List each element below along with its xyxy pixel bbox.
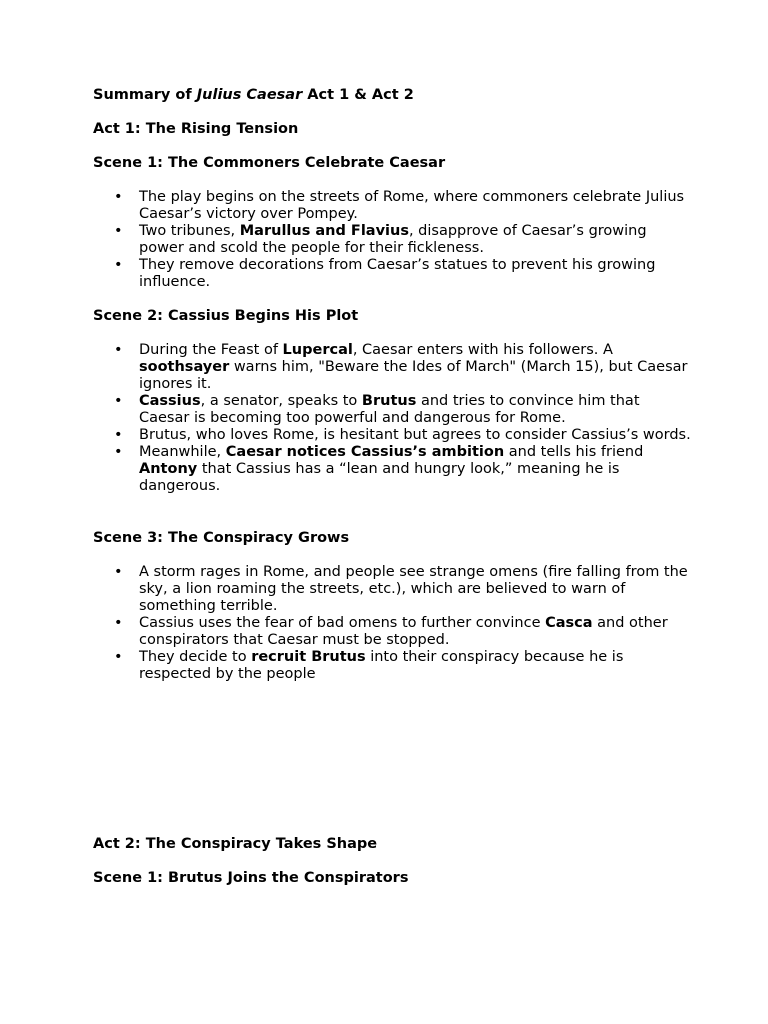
text-run: , a senator, speaks to [200, 393, 362, 409]
text-run: and tells his friend [504, 444, 644, 460]
list-item [93, 223, 693, 257]
list-item [93, 189, 693, 223]
text-run: They remove decorations from Caesar’s statues to prevent his growing influence. [139, 257, 656, 290]
act1-scene1-list [93, 189, 693, 291]
bold-text: Lupercal [282, 342, 353, 358]
act1-heading: Act 1: The Rising Tension [93, 121, 299, 137]
text-run: During the Feast of [139, 342, 283, 358]
bold-text: Brutus [361, 393, 417, 409]
bold-text: Antony [139, 461, 198, 477]
text-run: , Caesar enters with his followers. A [352, 342, 613, 358]
act1-scene3-list [93, 564, 693, 683]
list-item [93, 257, 693, 291]
bold-text: recruit Brutus [251, 649, 366, 665]
text-run: and tries to convince him that Caesar is becoming too powerful and dangerous for Rome. [139, 393, 640, 426]
bold-text: Casca [545, 615, 593, 631]
act1-scene2-heading: Scene 2: Cassius Begins His Plot [93, 308, 359, 324]
text-run: Meanwhile, [139, 444, 226, 460]
text-run: Brutus, who loves Rome, is hesitant but agrees to consider Cassius’s words. [139, 427, 691, 443]
text-run: They decide to [139, 649, 252, 665]
bold-text: Cassius [139, 393, 201, 409]
text-run: and other conspirators that Caesar must be stopped. [139, 615, 668, 648]
list-item [93, 649, 693, 683]
act1-scene3-heading: Scene 3: The Conspiracy Grows [93, 530, 350, 546]
act2-scene1-heading: Scene 1: Brutus Joins the Conspirators [93, 870, 409, 886]
bold-text: Caesar notices Cassius’s ambition [225, 444, 505, 460]
text-run: into their conspiracy because he is respected by the people [139, 649, 624, 682]
list-item [93, 444, 693, 495]
bold-text: soothsayer [139, 359, 230, 375]
act1-scene2-list [93, 342, 693, 495]
text-run: warns him, "Beware the Ides of March" (March 15), but Caesar ignores it. [139, 359, 688, 392]
list-item [93, 342, 693, 393]
list-item [93, 615, 693, 649]
text-run: Two tribunes, [139, 223, 240, 239]
text-run: A storm rages in Rome, and people see strange omens (fire falling from the sky, a lion roaming the streets, etc.), which are believed to warn of something terrible. [139, 564, 688, 614]
list-item [93, 564, 693, 615]
list-item [93, 393, 693, 427]
text-run: that Cassius has a “lean and hungry look,” meaning he is dangerous. [139, 461, 620, 494]
list-item [93, 427, 693, 444]
document-title: Summary of Julius Caesar Act 1 & Act 2 [93, 87, 414, 103]
act2-heading: Act 2: The Conspiracy Takes Shape [93, 836, 378, 852]
act1-scene1-heading: Scene 1: The Commoners Celebrate Caesar [93, 155, 446, 171]
text-run: The play begins on the streets of Rome, where commoners celebrate Julius Caesar’s victory over Pompey. [139, 189, 685, 222]
bold-text: Marullus and Flavius [239, 223, 409, 239]
text-run: , disapprove of Caesar’s growing power and scold the people for their fickleness. [139, 223, 647, 256]
text-run: Cassius uses the fear of bad omens to further convince [139, 615, 546, 631]
